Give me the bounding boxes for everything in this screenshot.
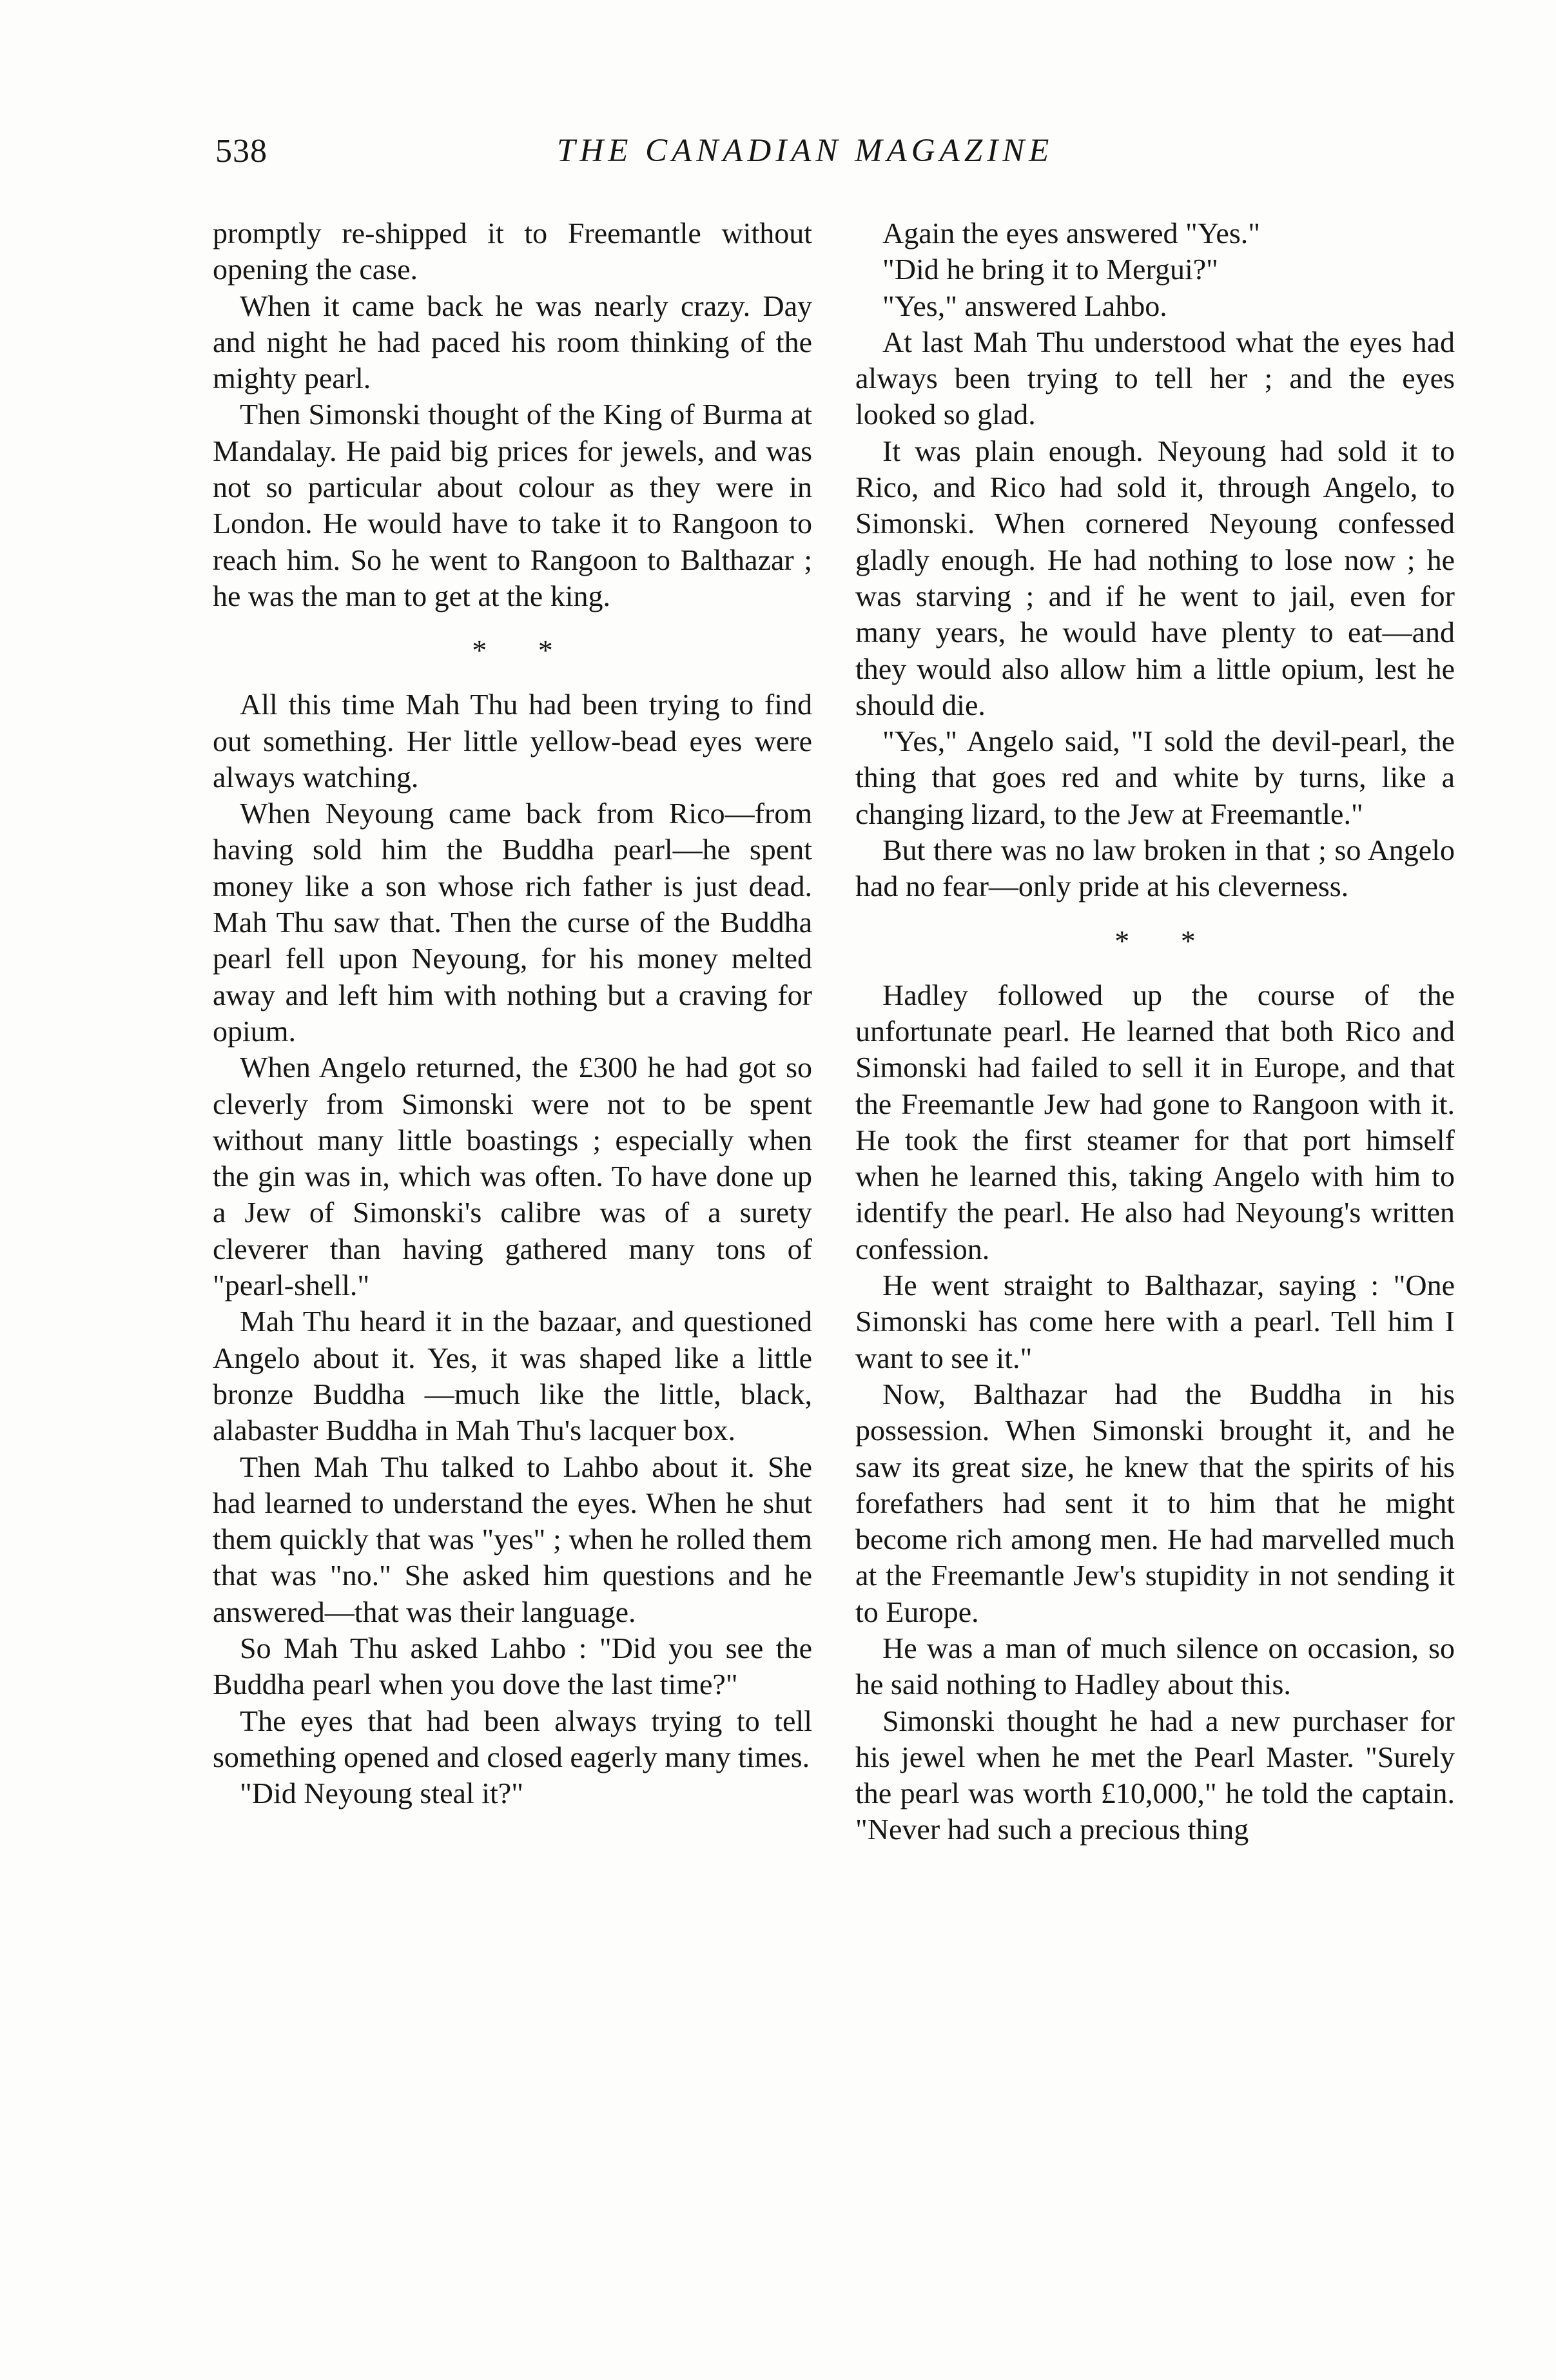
paragraph: Simonski thought he had a new purchaser for his jewel when he met the Pearl Master. "Surely the pearl was worth £10,000," he told the captain. "Never had such a precious thing: [855, 1704, 1455, 1846]
page-header: [215, 132, 1459, 177]
left-column: [213, 215, 812, 1811]
paragraph: Hadley followed up the course of the unfortunate pearl. He learned that both Rico and Simonski had failed to sell it in Europe, and that the Freemantle Jew had gone to Rangoon with it. He took the first steamer for that port himself when he learned this, taking Angelo with him to identify the pearl. He also had Neyoung's written confession.: [855, 978, 1455, 1265]
paragraph: But there was no law broken in that ; so Angelo had no fear—only pride at his cleverness.: [855, 834, 1455, 903]
paragraph: When it came back he was nearly crazy. Day and night he had paced his room thinking of the mighty pearl.: [213, 289, 812, 395]
running-title: THE CANADIAN MAGAZINE: [557, 133, 1054, 169]
right-column: [855, 215, 1455, 1848]
paragraph: At last Mah Thu understood what the eyes had always been trying to tell her ; and the eyes looked so glad.: [855, 325, 1455, 431]
paragraph: Now, Balthazar had the Buddha in his possession. When Simonski brought it, and he saw its great size, he knew that the spirits of his forefathers had sent it to him that he might become rich among men. He had marvelled much at the Freemantle Jew's stupidity in not sending it to Europe.: [855, 1377, 1455, 1628]
paragraph: Mah Thu heard it in the bazaar, and questioned Angelo about it. Yes, it was shaped like a little bronze Buddha —much like the little, black, alabaster Buddha in Mah Thu's lacquer box.: [213, 1305, 812, 1447]
paragraph: "Did Neyoung steal it?": [240, 1777, 523, 1810]
paragraph: So Mah Thu asked Lahbo : "Did you see the Buddha pearl when you dove the last time?": [213, 1631, 812, 1701]
page-number: 538: [215, 133, 267, 170]
paragraph: Again the eyes answered "Yes.": [882, 217, 1261, 249]
paragraph: He was a man of much silence on occasion, so he said nothing to Hadley about this.: [855, 1631, 1455, 1701]
paragraph: When Angelo returned, the £300 he had got so cleverly from Simonski were not to be spent without many little boastings ; especially when the gin was in, which was often. To have done up a Jew of Simonski's calibre was of a surety cleverer than having gathered many tons of "pearl-shell.": [213, 1051, 812, 1302]
paragraph: The eyes that had been always trying to tell something opened and closed eagerly many times.: [213, 1704, 812, 1773]
paragraph: When Neyoung came back from Rico—from having sold him the Buddha pearl—he spent money like a son whose rich father is just dead. Mah Thu saw that. Then the curse of the Buddha pearl fell upon Neyoung, for his money melted away and left him with nothing but a craving for opium.: [213, 797, 812, 1048]
section-break: * *: [472, 634, 575, 667]
paragraph: "Yes," Angelo said, "I sold the devil-pearl, the thing that goes red and white by turns, like a changing lizard, to the Jew at Freemantle.": [855, 725, 1455, 830]
paragraph: All this time Mah Thu had been trying to find out something. Her little yellow-bead eyes were always watching.: [213, 688, 812, 794]
paragraph: It was plain enough. Neyoung had sold it to Rico, and Rico had sold it, through Angelo, to Simonski. When cornered Neyoung confessed gladly enough. He had nothing to lose now ; he was starving ; and if he went to jail, even for many years, he would have plenty to eat—and they would also allow him a little opium, lest he should die.: [855, 434, 1455, 721]
paragraph: promptly re-shipped it to Freemantle without opening the case.: [213, 217, 812, 286]
section-break: * *: [1114, 924, 1218, 957]
paragraph: Then Simonski thought of the King of Burma at Mandalay. He paid big prices for jewels, and was not so particular about colour as they were in London. He would have to take it to Rangoon to reach him. So he went to Rangoon to Balthazar ; he was the man to get at the king.: [213, 398, 812, 612]
paragraph: He went straight to Balthazar, saying : "One Simonski has come here with a pearl. Tell him I want to see it.": [855, 1269, 1455, 1374]
paragraph: Then Mah Thu talked to Lahbo about it. She had learned to understand the eyes. When he shut them quickly that was "yes" ; when he rolled them that was "no." She asked him questions and he answered—that was their language.: [213, 1450, 812, 1628]
paragraph: "Did he bring it to Mergui?": [882, 253, 1218, 286]
paragraph: "Yes," answered Lahbo.: [882, 289, 1167, 322]
